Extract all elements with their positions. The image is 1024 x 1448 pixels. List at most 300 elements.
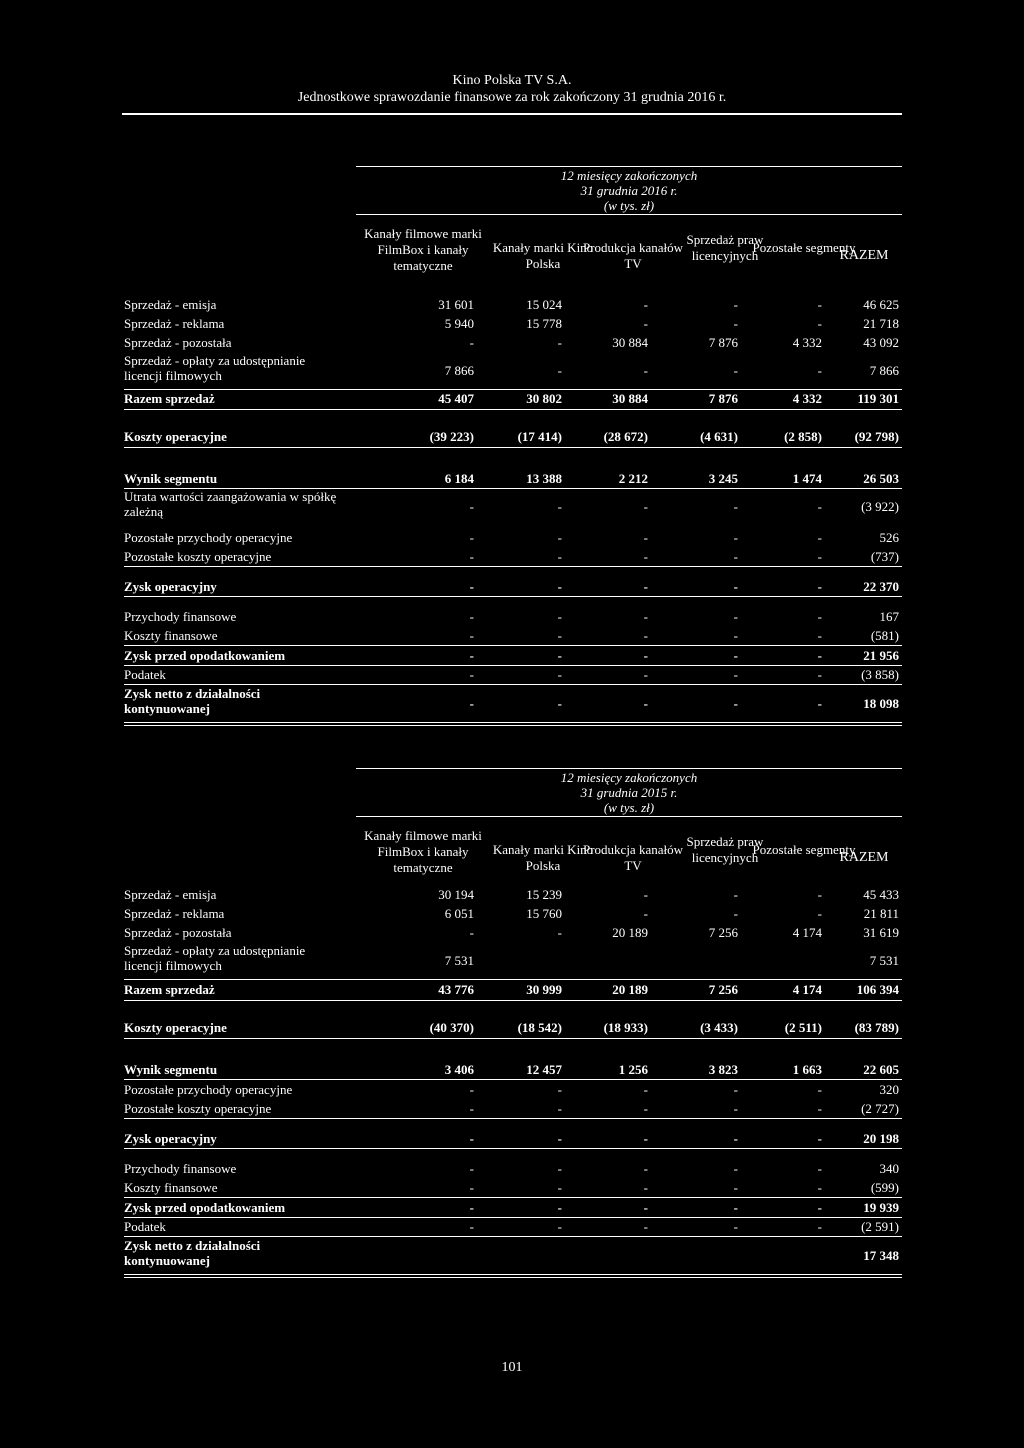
row-label-line: Pozostałe przychody operacyjne bbox=[124, 530, 293, 545]
cell-value: - bbox=[817, 696, 822, 711]
cell-value: 30 194 bbox=[438, 887, 474, 902]
cell-value: - bbox=[643, 667, 648, 682]
row-label bbox=[124, 648, 285, 663]
table-row bbox=[124, 1238, 902, 1274]
cell-value: (581) bbox=[870, 628, 899, 643]
cell-value: 30 802 bbox=[526, 391, 562, 406]
cell-value: - bbox=[643, 887, 648, 902]
row-rule bbox=[124, 1236, 902, 1237]
cell-value: - bbox=[557, 579, 562, 594]
cell-value: 7 866 bbox=[444, 363, 474, 378]
cell-value: 3 406 bbox=[444, 1062, 474, 1077]
cell-value: - bbox=[469, 1161, 474, 1176]
row-label bbox=[124, 1062, 217, 1077]
table-row bbox=[124, 1019, 902, 1038]
row-label bbox=[124, 530, 292, 545]
row-double-rule bbox=[124, 1277, 902, 1278]
row-label bbox=[124, 549, 271, 564]
cell-value: - bbox=[733, 628, 738, 643]
row-label bbox=[124, 353, 305, 383]
cell-value: - bbox=[469, 499, 474, 514]
cell-value: 45 407 bbox=[438, 391, 474, 406]
cell-value: - bbox=[643, 297, 648, 312]
cell-value: - bbox=[557, 696, 562, 711]
cell-value: 21 718 bbox=[863, 316, 899, 331]
cell-value: 46 625 bbox=[863, 297, 899, 312]
cell-value: 18 098 bbox=[863, 696, 899, 711]
cell-value: - bbox=[557, 1082, 562, 1097]
cell-value: - bbox=[643, 1219, 648, 1234]
row-label bbox=[124, 906, 224, 921]
cell-value: 6 051 bbox=[444, 906, 474, 921]
cell-value: (39 223) bbox=[429, 429, 474, 444]
cell-value: - bbox=[733, 609, 738, 624]
row-label-line: Sprzedaż - pozostała bbox=[124, 925, 232, 940]
cell-value: (83 789) bbox=[854, 1020, 899, 1035]
cell-value: (2 727) bbox=[861, 1101, 899, 1116]
cell-value: - bbox=[733, 579, 738, 594]
column-header: RAZEM bbox=[839, 850, 889, 865]
row-label bbox=[124, 1219, 166, 1234]
cell-value: - bbox=[557, 1180, 562, 1195]
row-label-line: Zysk operacyjny bbox=[124, 579, 217, 594]
cell-value: - bbox=[733, 1101, 738, 1116]
cell-value: - bbox=[817, 1131, 822, 1146]
cell-value: 1 663 bbox=[792, 1062, 822, 1077]
cell-value: 7 876 bbox=[708, 335, 738, 350]
period-bottom-rule bbox=[356, 816, 902, 817]
cell-value: - bbox=[817, 1219, 822, 1234]
row-label-line: Razem sprzedaż bbox=[124, 391, 215, 406]
table-row bbox=[124, 943, 902, 979]
row-rule bbox=[124, 1038, 902, 1039]
column-header: Kanały filmowe marki FilmBox i kanały tematyczne bbox=[364, 828, 482, 875]
cell-value: - bbox=[817, 363, 822, 378]
table-row bbox=[124, 315, 902, 333]
table-row bbox=[124, 548, 902, 566]
cell-value: - bbox=[469, 667, 474, 682]
row-label-line: Koszty finansowe bbox=[124, 1180, 218, 1195]
cell-value: - bbox=[557, 1131, 562, 1146]
cell-value: - bbox=[643, 499, 648, 514]
document-subtitle: Jednostkowe sprawozdanie finansowe za rok zakończony 31 grudnia 2016 r. bbox=[297, 90, 727, 105]
row-rule bbox=[124, 1197, 902, 1198]
cell-value: - bbox=[733, 1082, 738, 1097]
column-header: Produkcja kanałów TV bbox=[582, 842, 683, 873]
row-label-line: Sprzedaż - emisja bbox=[124, 297, 217, 312]
cell-value: 30 884 bbox=[612, 335, 648, 350]
column-header: Produkcja kanałów TV bbox=[582, 240, 683, 271]
row-label bbox=[124, 316, 224, 331]
cell-value: 7 256 bbox=[708, 925, 738, 940]
cell-value: 15 024 bbox=[526, 297, 562, 312]
row-label-line: Sprzedaż - reklama bbox=[124, 906, 225, 921]
cell-value: 17 348 bbox=[863, 1248, 899, 1263]
column-header: Kanały filmowe marki FilmBox i kanały tematyczne bbox=[364, 226, 482, 273]
cell-value: - bbox=[733, 363, 738, 378]
cell-value: - bbox=[643, 530, 648, 545]
cell-value: - bbox=[469, 1131, 474, 1146]
cell-value: - bbox=[557, 1161, 562, 1176]
table-row bbox=[124, 686, 902, 722]
cell-value: 4 174 bbox=[792, 982, 822, 997]
cell-value: 22 370 bbox=[863, 579, 899, 594]
table-row bbox=[124, 334, 902, 352]
period-top-rule bbox=[356, 768, 902, 769]
cell-value: - bbox=[469, 609, 474, 624]
cell-value: - bbox=[733, 1200, 738, 1215]
cell-value: (3 433) bbox=[700, 1020, 738, 1035]
row-rule bbox=[124, 566, 902, 567]
cell-value: (3 922) bbox=[861, 499, 899, 514]
cell-value: - bbox=[557, 363, 562, 378]
column-header: Sprzedaż praw licencyjnych bbox=[686, 232, 764, 263]
row-label-line: Podatek bbox=[124, 1219, 166, 1234]
cell-value: 30 999 bbox=[526, 982, 562, 997]
cell-value: 7 531 bbox=[444, 953, 474, 968]
cell-value: (28 672) bbox=[603, 429, 648, 444]
row-label bbox=[124, 1238, 260, 1268]
row-label-line: Pozostałe przychody operacyjne bbox=[124, 1082, 293, 1097]
cell-value: - bbox=[469, 648, 474, 663]
row-label-line: Koszty operacyjne bbox=[124, 429, 227, 444]
cell-value: (599) bbox=[870, 1180, 899, 1195]
cell-value: 4 332 bbox=[792, 335, 822, 350]
row-label-line: kontynuowanej bbox=[124, 701, 210, 716]
row-label-line: Zysk netto z działalności bbox=[124, 686, 261, 701]
row-label-line: Koszty finansowe bbox=[124, 628, 218, 643]
cell-value: - bbox=[817, 887, 822, 902]
row-rule bbox=[124, 1079, 902, 1080]
cell-value: (18 542) bbox=[517, 1020, 562, 1035]
cell-value: - bbox=[817, 297, 822, 312]
row-rule bbox=[124, 596, 902, 597]
cell-value: - bbox=[733, 696, 738, 711]
row-rule bbox=[124, 979, 902, 980]
cell-value: - bbox=[557, 1219, 562, 1234]
cell-value: (40 370) bbox=[429, 1020, 474, 1035]
row-label bbox=[124, 297, 216, 312]
period-label: 12 miesięcy zakończonych bbox=[560, 770, 698, 785]
row-label bbox=[124, 335, 232, 350]
period-label: (w tys. zł) bbox=[603, 800, 655, 815]
row-label bbox=[124, 429, 227, 444]
cell-value: 4 174 bbox=[792, 925, 822, 940]
row-label bbox=[124, 925, 232, 940]
cell-value: 7 876 bbox=[708, 391, 738, 406]
cell-value: 43 092 bbox=[863, 335, 899, 350]
cell-value: 13 388 bbox=[526, 471, 562, 486]
cell-value: 15 239 bbox=[526, 887, 562, 902]
row-label bbox=[124, 1131, 217, 1146]
table-row bbox=[124, 924, 902, 942]
cell-value: - bbox=[733, 530, 738, 545]
table-row bbox=[124, 647, 902, 665]
cell-value: (737) bbox=[870, 549, 899, 564]
cell-value: (2 858) bbox=[784, 429, 822, 444]
row-label-line: Sprzedaż - emisja bbox=[124, 887, 217, 902]
cell-value: 320 bbox=[879, 1082, 899, 1097]
table-row bbox=[124, 578, 902, 596]
cell-value: - bbox=[733, 316, 738, 331]
row-label-line: Razem sprzedaż bbox=[124, 982, 215, 997]
cell-value: 20 189 bbox=[612, 982, 648, 997]
row-rule bbox=[124, 1118, 902, 1119]
cell-value: - bbox=[643, 1200, 648, 1215]
cell-value: 526 bbox=[879, 530, 899, 545]
cell-value: 5 940 bbox=[444, 316, 474, 331]
cell-value: 119 301 bbox=[857, 391, 899, 406]
cell-value: - bbox=[557, 499, 562, 514]
period-top-rule bbox=[356, 166, 902, 167]
cell-value: - bbox=[557, 1101, 562, 1116]
cell-value: - bbox=[817, 906, 822, 921]
cell-value: - bbox=[643, 1180, 648, 1195]
cell-value: - bbox=[817, 667, 822, 682]
table-row bbox=[124, 1218, 902, 1236]
row-label bbox=[124, 609, 236, 624]
cell-value: - bbox=[817, 648, 822, 663]
period-label: (w tys. zł) bbox=[603, 198, 655, 213]
cell-value: - bbox=[817, 1180, 822, 1195]
cell-value: - bbox=[733, 499, 738, 514]
cell-value: 20 189 bbox=[612, 925, 648, 940]
cell-value: - bbox=[817, 1101, 822, 1116]
row-label bbox=[124, 887, 216, 902]
table-row bbox=[124, 608, 902, 626]
table-row bbox=[124, 529, 902, 547]
period-label: 31 grudnia 2015 r. bbox=[580, 785, 678, 800]
cell-value: - bbox=[817, 1082, 822, 1097]
row-label-line: zależną bbox=[124, 504, 163, 519]
cell-value: - bbox=[817, 530, 822, 545]
cell-value: - bbox=[817, 579, 822, 594]
cell-value: - bbox=[469, 628, 474, 643]
row-label bbox=[124, 1101, 271, 1116]
table-row bbox=[124, 1100, 902, 1118]
cell-value: (3 858) bbox=[861, 667, 899, 682]
row-label-line: Wynik segmentu bbox=[124, 1062, 218, 1077]
row-label-line: licencji filmowych bbox=[124, 368, 222, 383]
row-rule bbox=[124, 722, 902, 723]
row-label-line: Przychody finansowe bbox=[124, 609, 237, 624]
cell-value: 340 bbox=[879, 1161, 899, 1176]
cell-value: (17 414) bbox=[517, 429, 562, 444]
row-label-line: licencji filmowych bbox=[124, 958, 222, 973]
row-label-line: Sprzedaż - pozostała bbox=[124, 335, 232, 350]
row-label bbox=[124, 579, 217, 594]
cell-value: 167 bbox=[879, 609, 899, 624]
cell-value: 22 605 bbox=[863, 1062, 899, 1077]
table-row bbox=[124, 886, 902, 904]
row-double-rule bbox=[124, 725, 902, 726]
cell-value: - bbox=[469, 549, 474, 564]
cell-value: - bbox=[817, 499, 822, 514]
table-row bbox=[124, 1160, 902, 1178]
row-rule bbox=[124, 645, 902, 646]
cell-value: - bbox=[469, 1200, 474, 1215]
cell-value: - bbox=[469, 696, 474, 711]
cell-value: 30 884 bbox=[612, 391, 648, 406]
table-row bbox=[124, 296, 902, 314]
table-row bbox=[124, 905, 902, 923]
row-label-line: Wynik segmentu bbox=[124, 471, 218, 486]
cell-value: 20 198 bbox=[863, 1131, 899, 1146]
cell-value: (4 631) bbox=[700, 429, 738, 444]
row-label-line: Pozostałe koszty operacyjne bbox=[124, 1101, 272, 1116]
company-name: Kino Polska TV S.A. bbox=[452, 73, 572, 88]
cell-value: - bbox=[817, 628, 822, 643]
row-label bbox=[124, 1020, 227, 1035]
cell-value: 7 866 bbox=[869, 363, 899, 378]
table-row bbox=[124, 627, 902, 645]
cell-value: - bbox=[469, 579, 474, 594]
cell-value: 106 394 bbox=[856, 982, 899, 997]
cell-value: - bbox=[733, 906, 738, 921]
row-label-line: Sprzedaż - opłaty za udostępnianie bbox=[124, 943, 306, 958]
row-label bbox=[124, 1200, 285, 1215]
cell-value: 4 332 bbox=[792, 391, 822, 406]
cell-value: - bbox=[557, 1200, 562, 1215]
cell-value: - bbox=[557, 648, 562, 663]
cell-value: - bbox=[557, 925, 562, 940]
table-row bbox=[124, 981, 902, 1000]
cell-value: - bbox=[469, 1180, 474, 1195]
row-label-line: Zysk przed opodatkowaniem bbox=[124, 648, 286, 663]
row-label bbox=[124, 1082, 292, 1097]
cell-value: - bbox=[469, 925, 474, 940]
cell-value: 3 823 bbox=[708, 1062, 738, 1077]
row-label-line: Przychody finansowe bbox=[124, 1161, 237, 1176]
column-header: Pozostałe segmenty bbox=[752, 240, 856, 255]
row-label bbox=[124, 628, 218, 643]
cell-value: (2 511) bbox=[784, 1020, 822, 1035]
column-header: Kanały marki Kino Polska bbox=[492, 842, 594, 873]
cell-value: - bbox=[557, 667, 562, 682]
cell-value: - bbox=[817, 1200, 822, 1215]
cell-value: - bbox=[733, 1219, 738, 1234]
cell-value: (92 798) bbox=[854, 429, 899, 444]
cell-value: 31 601 bbox=[438, 297, 474, 312]
cell-value: 15 760 bbox=[526, 906, 562, 921]
column-header: RAZEM bbox=[839, 248, 889, 263]
column-header: Pozostałe segmenty bbox=[752, 842, 856, 857]
cell-value: 19 939 bbox=[863, 1200, 899, 1215]
cell-value: - bbox=[817, 609, 822, 624]
cell-value: 31 619 bbox=[863, 925, 899, 940]
row-label bbox=[124, 667, 166, 682]
row-label-line: kontynuowanej bbox=[124, 1253, 210, 1268]
row-label bbox=[124, 1180, 218, 1195]
table-row bbox=[124, 1061, 902, 1079]
row-label bbox=[124, 943, 305, 973]
cell-value: - bbox=[733, 549, 738, 564]
row-label bbox=[124, 391, 215, 406]
cell-value: - bbox=[733, 1131, 738, 1146]
row-rule bbox=[124, 1148, 902, 1149]
cell-value: - bbox=[643, 1082, 648, 1097]
cell-value: - bbox=[469, 1082, 474, 1097]
page-number: 101 bbox=[501, 1360, 523, 1375]
cell-value: 43 776 bbox=[438, 982, 474, 997]
cell-value: 12 457 bbox=[526, 1062, 562, 1077]
row-label-line: Utrata wartości zaangażowania w spółkę bbox=[124, 489, 337, 504]
cell-value: - bbox=[643, 1101, 648, 1116]
column-header: Sprzedaż praw licencyjnych bbox=[686, 834, 764, 865]
row-label-line: Zysk operacyjny bbox=[124, 1131, 217, 1146]
cell-value: - bbox=[643, 1131, 648, 1146]
cell-value: - bbox=[557, 549, 562, 564]
row-label bbox=[124, 686, 260, 716]
table-row bbox=[124, 1130, 902, 1148]
cell-value: 6 184 bbox=[444, 471, 474, 486]
cell-value: - bbox=[733, 648, 738, 663]
cell-value: - bbox=[817, 549, 822, 564]
cell-value: - bbox=[643, 906, 648, 921]
cell-value: 21 811 bbox=[863, 906, 899, 921]
row-label-line: Pozostałe koszty operacyjne bbox=[124, 549, 272, 564]
cell-value: (18 933) bbox=[603, 1020, 648, 1035]
cell-value: - bbox=[733, 887, 738, 902]
cell-value: - bbox=[469, 530, 474, 545]
cell-value: 7 256 bbox=[708, 982, 738, 997]
row-label-line: Zysk netto z działalności bbox=[124, 1238, 261, 1253]
cell-value: - bbox=[643, 609, 648, 624]
cell-value: 45 433 bbox=[863, 887, 899, 902]
cell-value: - bbox=[643, 648, 648, 663]
cell-value: 15 778 bbox=[526, 316, 562, 331]
cell-value: - bbox=[643, 316, 648, 331]
row-rule bbox=[124, 1000, 902, 1001]
row-label-line: Koszty operacyjne bbox=[124, 1020, 227, 1035]
row-rule bbox=[124, 684, 902, 685]
row-label bbox=[124, 471, 217, 486]
row-label bbox=[124, 982, 215, 997]
row-label-line: Sprzedaż - reklama bbox=[124, 316, 225, 331]
cell-value: - bbox=[557, 628, 562, 643]
cell-value: - bbox=[643, 579, 648, 594]
table-row bbox=[124, 390, 902, 409]
cell-value: - bbox=[557, 609, 562, 624]
row-label-line: Sprzedaż - opłaty za udostępnianie bbox=[124, 353, 306, 368]
cell-value: 26 503 bbox=[863, 471, 899, 486]
row-label bbox=[124, 489, 336, 519]
header-rule bbox=[122, 113, 902, 115]
period-label: 12 miesięcy zakończonych bbox=[560, 168, 698, 183]
cell-value: - bbox=[643, 363, 648, 378]
row-label-line: Zysk przed opodatkowaniem bbox=[124, 1200, 286, 1215]
period-label: 31 grudnia 2016 r. bbox=[580, 183, 678, 198]
period-bottom-rule bbox=[356, 214, 902, 215]
cell-value: - bbox=[733, 1180, 738, 1195]
cell-value: - bbox=[733, 667, 738, 682]
table-row bbox=[124, 489, 902, 525]
cell-value: - bbox=[469, 335, 474, 350]
row-rule bbox=[124, 1274, 902, 1275]
cell-value: 1 474 bbox=[792, 471, 822, 486]
cell-value: - bbox=[733, 1161, 738, 1176]
table-row bbox=[124, 353, 902, 389]
cell-value: - bbox=[643, 696, 648, 711]
cell-value: - bbox=[643, 549, 648, 564]
table-row bbox=[124, 1199, 902, 1217]
table-row bbox=[124, 666, 902, 684]
cell-value: - bbox=[469, 1219, 474, 1234]
row-rule bbox=[124, 447, 902, 448]
table-row bbox=[124, 1081, 902, 1099]
row-label-line: Podatek bbox=[124, 667, 166, 682]
table-row bbox=[124, 470, 902, 488]
